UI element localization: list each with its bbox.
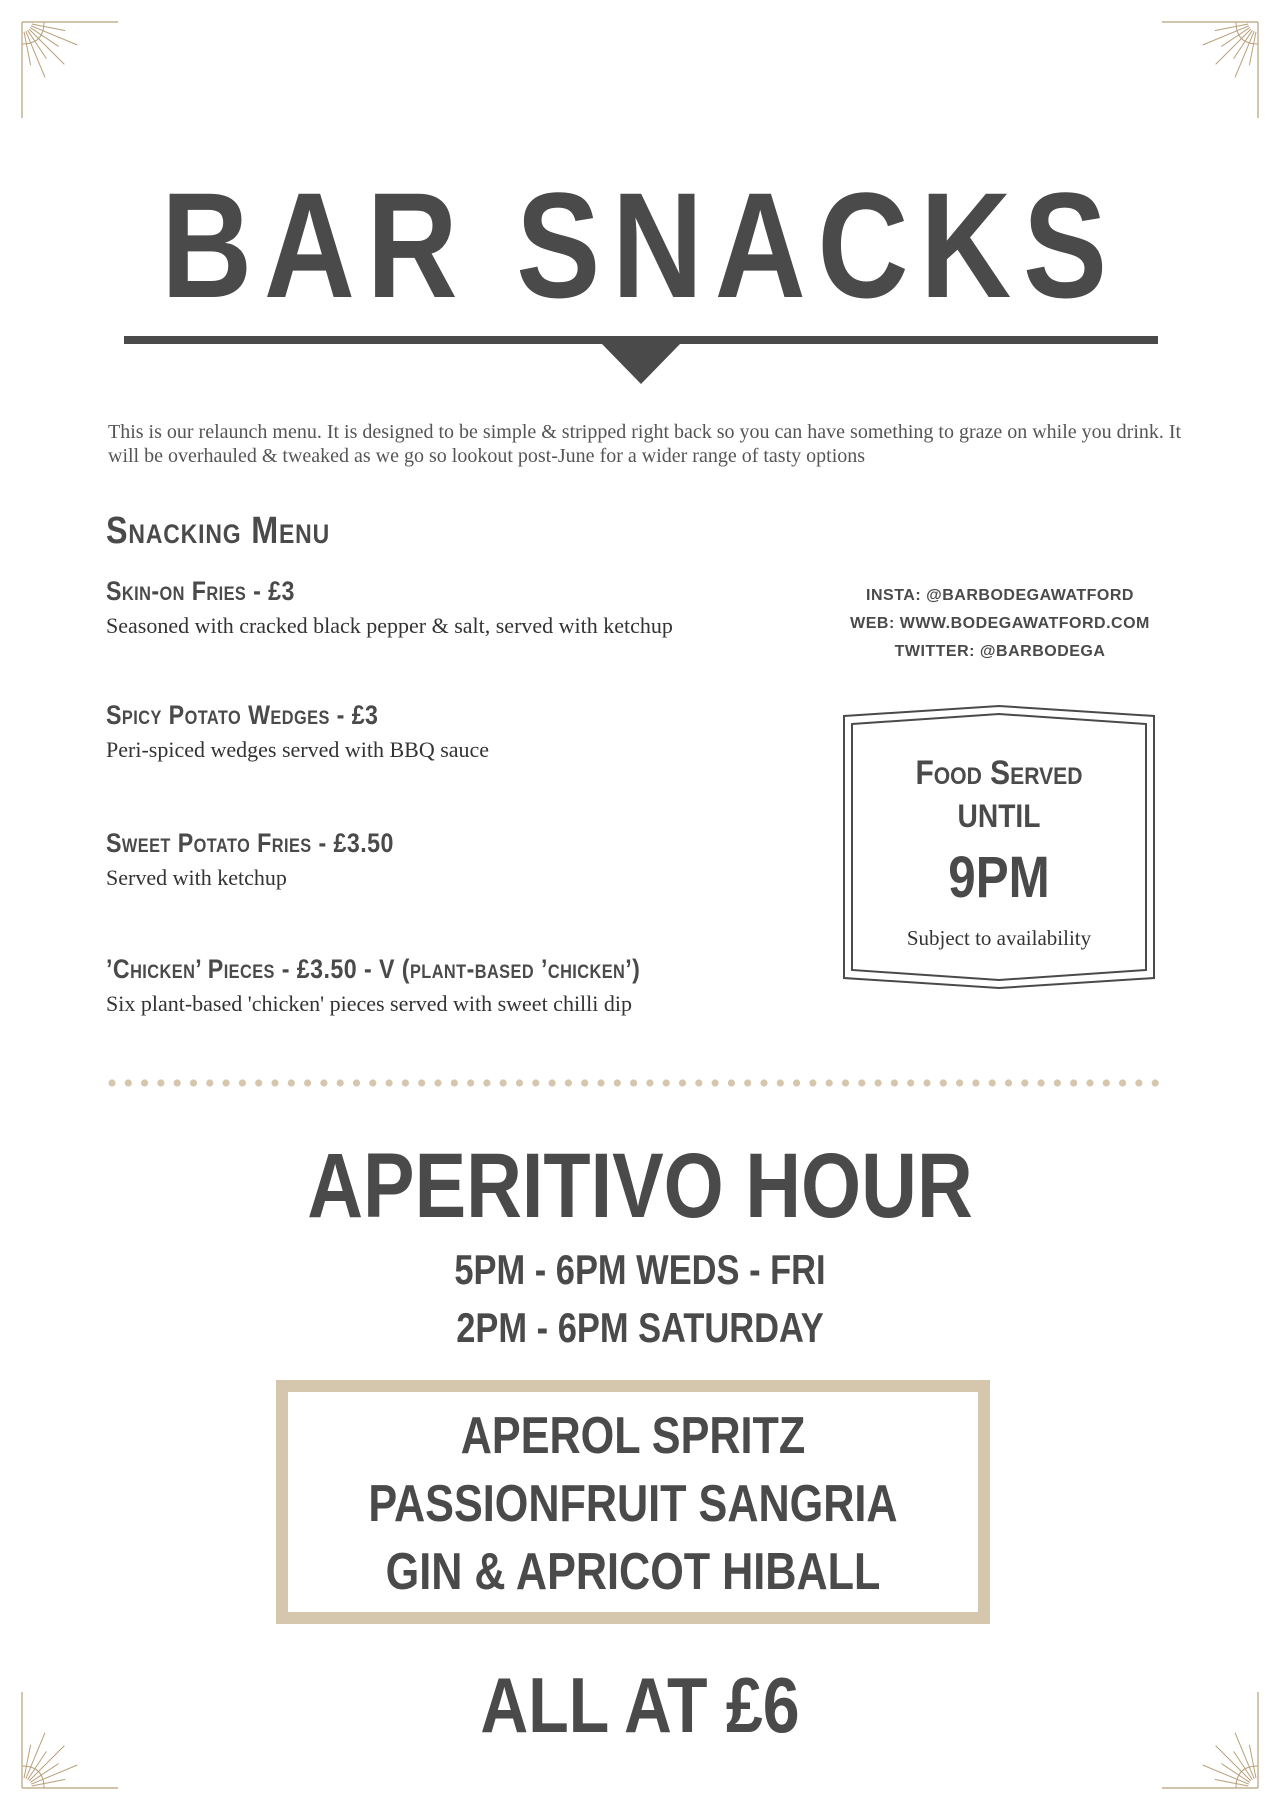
food-served-box [842, 704, 1156, 990]
menu-item [106, 828, 846, 891]
social-links [840, 582, 1160, 666]
snacking-menu-heading: Snacking Menu [106, 510, 331, 552]
website-url: WEB: WWW.BODEGAWATFORD.COM [850, 615, 1150, 632]
aperitivo-title: APERITIVO HOUR [307, 1135, 973, 1237]
menu-item [106, 954, 846, 1017]
menu-item-description: Six plant-based 'chicken' pieces served with sweet chilli dip [106, 991, 633, 1016]
aperitivo-hours-saturday: 2PM - 6PM SATURDAY [456, 1304, 824, 1351]
drink-item: APEROL SPRITZ [460, 1407, 806, 1465]
corner-ornament-top-left [20, 20, 120, 120]
menu-item [106, 700, 846, 763]
intro-text: This is our relaunch menu. It is designed to be simple & stripped right back so you can have something to graze on while you drink. It will be overhauled & tweaked as we go so lookout post-June for a wider range of tasty options [108, 421, 1182, 467]
menu-item [106, 576, 846, 639]
menu-item-name: Spicy Potato Wedges - £3 [106, 700, 379, 730]
menu-item-name: Sweet Potato Fries - £3.50 [106, 828, 394, 858]
menu-item-description: Served with ketchup [106, 865, 287, 890]
twitter-handle: TWITTER: @BARBODEGA [894, 643, 1106, 660]
menu-item-name: Skin-on Fries - £3 [106, 576, 295, 606]
drink-item: PASSIONFRUIT SANGRIA [368, 1475, 898, 1533]
dotted-divider [108, 1076, 1160, 1090]
drink-item: GIN & APRICOT HIBALL [385, 1543, 881, 1601]
availability-note: Subject to availability [906, 926, 1092, 950]
instagram-handle: INSTA: @BARBODEGAWATFORD [866, 587, 1134, 604]
title-divider [124, 332, 1158, 402]
drinks-box [276, 1380, 990, 1624]
menu-item-description: Peri-spiced wedges served with BBQ sauce [106, 737, 490, 762]
page-title: BAR SNACKS [161, 161, 1119, 329]
food-served-time: 9PM [948, 845, 1050, 910]
food-until-label: UNTIL [957, 798, 1041, 834]
food-served-label: Food Served [915, 754, 1083, 792]
menu-item-name: ’Chicken’ Pieces - £3.50 - V (plant-based ’chicken’) [106, 954, 641, 984]
corner-ornament-top-right [1160, 20, 1260, 120]
aperitivo-price: ALL AT £6 [480, 1661, 800, 1749]
menu-item-description: Seasoned with cracked black pepper & salt, served with ketchup [106, 613, 673, 638]
aperitivo-hours-weekday: 5PM - 6PM WEDS - FRI [454, 1246, 826, 1293]
